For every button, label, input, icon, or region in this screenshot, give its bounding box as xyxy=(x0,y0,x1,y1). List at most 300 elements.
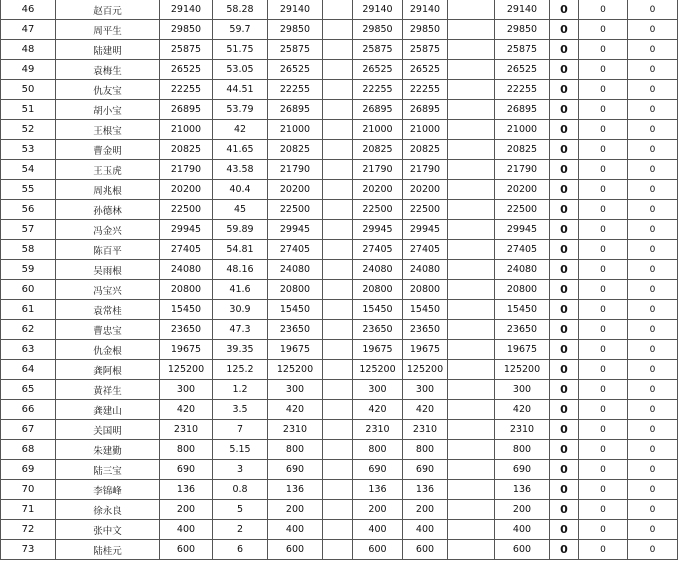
blank-cell xyxy=(448,340,495,360)
amount-copy-cell: 20800 xyxy=(495,280,550,300)
amount-copy-cell: 22255 xyxy=(353,80,403,100)
amount-copy-cell: 23650 xyxy=(353,320,403,340)
amount-copy-cell: 200 xyxy=(353,500,403,520)
amount-copy-cell: 21000 xyxy=(353,120,403,140)
zero-cell: 0 xyxy=(628,320,678,340)
zero-cell: 0 xyxy=(579,520,628,540)
name-cell: 赵百元 xyxy=(56,0,160,20)
amount-copy-cell: 21000 xyxy=(268,120,323,140)
row-number-cell: 51 xyxy=(1,100,56,120)
amount-cell: 22500 xyxy=(160,200,213,220)
table-row xyxy=(1,200,678,220)
blank-cell xyxy=(448,160,495,180)
amount-copy-cell: 23650 xyxy=(268,320,323,340)
zero-cell: 0 xyxy=(628,300,678,320)
zero-cell: 0 xyxy=(579,100,628,120)
blank-cell xyxy=(323,440,353,460)
amount-copy-cell: 2310 xyxy=(403,420,448,440)
area-cell: 59.7 xyxy=(213,20,268,40)
row-number-cell: 70 xyxy=(1,480,56,500)
blank-cell xyxy=(448,40,495,60)
area-cell: 42 xyxy=(213,120,268,140)
row-number-cell: 48 xyxy=(1,40,56,60)
row-number-cell: 46 xyxy=(1,0,56,20)
amount-copy-cell: 21790 xyxy=(353,160,403,180)
amount-copy-cell: 800 xyxy=(353,440,403,460)
zero-cell: 0 xyxy=(579,40,628,60)
zero-cell: 0 xyxy=(579,300,628,320)
zero-cell: 0 xyxy=(628,0,678,20)
amount-copy-cell: 20825 xyxy=(268,140,323,160)
amount-copy-cell: 26525 xyxy=(268,60,323,80)
area-cell: 44.51 xyxy=(213,80,268,100)
zero-cell: 0 xyxy=(550,20,579,40)
zero-cell: 0 xyxy=(550,140,579,160)
amount-copy-cell: 22255 xyxy=(403,80,448,100)
blank-cell xyxy=(448,500,495,520)
blank-cell xyxy=(323,0,353,20)
area-cell: 51.75 xyxy=(213,40,268,60)
row-number-cell: 54 xyxy=(1,160,56,180)
name-cell: 曹忠宝 xyxy=(56,320,160,340)
name-cell: 王根宝 xyxy=(56,120,160,140)
zero-cell: 0 xyxy=(628,500,678,520)
amount-copy-cell: 300 xyxy=(353,380,403,400)
amount-copy-cell: 23650 xyxy=(495,320,550,340)
amount-copy-cell: 27405 xyxy=(403,240,448,260)
table-row xyxy=(1,400,678,420)
blank-cell xyxy=(448,360,495,380)
blank-cell xyxy=(323,80,353,100)
blank-cell xyxy=(323,280,353,300)
amount-copy-cell: 27405 xyxy=(495,240,550,260)
name-cell: 仇友宝 xyxy=(56,80,160,100)
amount-copy-cell: 20800 xyxy=(268,280,323,300)
name-cell: 吴雨根 xyxy=(56,260,160,280)
amount-copy-cell: 26895 xyxy=(268,100,323,120)
row-number-cell: 63 xyxy=(1,340,56,360)
zero-cell: 0 xyxy=(579,200,628,220)
amount-copy-cell: 125200 xyxy=(353,360,403,380)
amount-copy-cell: 29850 xyxy=(495,20,550,40)
amount-cell: 2310 xyxy=(160,420,213,440)
zero-cell: 0 xyxy=(579,20,628,40)
blank-cell xyxy=(323,460,353,480)
row-number-cell: 56 xyxy=(1,200,56,220)
blank-cell xyxy=(448,100,495,120)
blank-cell xyxy=(323,500,353,520)
table-row xyxy=(1,520,678,540)
amount-copy-cell: 29140 xyxy=(268,0,323,20)
blank-cell xyxy=(448,260,495,280)
table-row xyxy=(1,60,678,80)
amount-copy-cell: 136 xyxy=(268,480,323,500)
zero-cell: 0 xyxy=(579,360,628,380)
row-number-cell: 65 xyxy=(1,380,56,400)
blank-cell xyxy=(448,200,495,220)
zero-cell: 0 xyxy=(628,260,678,280)
amount-copy-cell: 136 xyxy=(403,480,448,500)
table-row xyxy=(1,360,678,380)
blank-cell xyxy=(323,520,353,540)
row-number-cell: 64 xyxy=(1,360,56,380)
zero-cell: 0 xyxy=(628,480,678,500)
amount-copy-cell: 27405 xyxy=(353,240,403,260)
amount-copy-cell: 420 xyxy=(353,400,403,420)
zero-cell: 0 xyxy=(628,540,678,560)
zero-cell: 0 xyxy=(550,540,579,560)
amount-cell: 27405 xyxy=(160,240,213,260)
zero-cell: 0 xyxy=(628,200,678,220)
row-number-cell: 73 xyxy=(1,540,56,560)
amount-cell: 136 xyxy=(160,480,213,500)
amount-copy-cell: 300 xyxy=(403,380,448,400)
table-row xyxy=(1,280,678,300)
amount-copy-cell: 2310 xyxy=(353,420,403,440)
zero-cell: 0 xyxy=(550,420,579,440)
amount-copy-cell: 20200 xyxy=(268,180,323,200)
blank-cell xyxy=(323,60,353,80)
amount-copy-cell: 19675 xyxy=(495,340,550,360)
area-cell: 47.3 xyxy=(213,320,268,340)
amount-copy-cell: 22255 xyxy=(268,80,323,100)
name-cell: 孙德林 xyxy=(56,200,160,220)
amount-copy-cell: 21000 xyxy=(495,120,550,140)
row-number-cell: 71 xyxy=(1,500,56,520)
zero-cell: 0 xyxy=(628,460,678,480)
amount-copy-cell: 26525 xyxy=(495,60,550,80)
amount-cell: 300 xyxy=(160,380,213,400)
table-row xyxy=(1,500,678,520)
blank-cell xyxy=(323,540,353,560)
row-number-cell: 55 xyxy=(1,180,56,200)
amount-cell: 800 xyxy=(160,440,213,460)
zero-cell: 0 xyxy=(550,100,579,120)
amount-cell: 21000 xyxy=(160,120,213,140)
name-cell: 冯金兴 xyxy=(56,220,160,240)
table-body xyxy=(1,0,678,560)
zero-cell: 0 xyxy=(579,420,628,440)
amount-copy-cell: 690 xyxy=(268,460,323,480)
zero-cell: 0 xyxy=(628,60,678,80)
amount-copy-cell: 2310 xyxy=(495,420,550,440)
amount-copy-cell: 136 xyxy=(353,480,403,500)
amount-cell: 200 xyxy=(160,500,213,520)
table-row xyxy=(1,260,678,280)
table-row xyxy=(1,340,678,360)
zero-cell: 0 xyxy=(550,340,579,360)
amount-copy-cell: 19675 xyxy=(353,340,403,360)
amount-copy-cell: 200 xyxy=(495,500,550,520)
zero-cell: 0 xyxy=(550,240,579,260)
amount-cell: 600 xyxy=(160,540,213,560)
row-number-cell: 61 xyxy=(1,300,56,320)
amount-cell: 20825 xyxy=(160,140,213,160)
amount-cell: 420 xyxy=(160,400,213,420)
amount-copy-cell: 420 xyxy=(495,400,550,420)
blank-cell xyxy=(448,60,495,80)
amount-copy-cell: 690 xyxy=(495,460,550,480)
name-cell: 袁梅生 xyxy=(56,60,160,80)
blank-cell xyxy=(323,160,353,180)
zero-cell: 0 xyxy=(550,380,579,400)
table-row xyxy=(1,100,678,120)
zero-cell: 0 xyxy=(579,340,628,360)
area-cell: 45 xyxy=(213,200,268,220)
amount-copy-cell: 125200 xyxy=(495,360,550,380)
amount-copy-cell: 21790 xyxy=(268,160,323,180)
zero-cell: 0 xyxy=(579,480,628,500)
amount-copy-cell: 21000 xyxy=(403,120,448,140)
table-row xyxy=(1,460,678,480)
zero-cell: 0 xyxy=(579,280,628,300)
blank-cell xyxy=(448,380,495,400)
amount-copy-cell: 600 xyxy=(495,540,550,560)
table-row xyxy=(1,80,678,100)
zero-cell: 0 xyxy=(628,280,678,300)
table-row xyxy=(1,40,678,60)
amount-copy-cell: 26895 xyxy=(353,100,403,120)
zero-cell: 0 xyxy=(628,180,678,200)
table-row xyxy=(1,0,678,20)
area-cell: 41.65 xyxy=(213,140,268,160)
amount-copy-cell: 24080 xyxy=(353,260,403,280)
amount-copy-cell: 800 xyxy=(403,440,448,460)
row-number-cell: 60 xyxy=(1,280,56,300)
name-cell: 王玉虎 xyxy=(56,160,160,180)
zero-cell: 0 xyxy=(628,140,678,160)
blank-cell xyxy=(323,480,353,500)
name-cell: 冯宝兴 xyxy=(56,280,160,300)
amount-copy-cell: 22500 xyxy=(268,200,323,220)
amount-copy-cell: 600 xyxy=(403,540,448,560)
name-cell: 仇金根 xyxy=(56,340,160,360)
name-cell: 曹金明 xyxy=(56,140,160,160)
blank-cell xyxy=(323,320,353,340)
amount-copy-cell: 26895 xyxy=(495,100,550,120)
zero-cell: 0 xyxy=(550,260,579,280)
zero-cell: 0 xyxy=(550,220,579,240)
zero-cell: 0 xyxy=(550,200,579,220)
zero-cell: 0 xyxy=(579,500,628,520)
row-number-cell: 67 xyxy=(1,420,56,440)
area-cell: 5.15 xyxy=(213,440,268,460)
blank-cell xyxy=(448,400,495,420)
amount-cell: 23650 xyxy=(160,320,213,340)
amount-copy-cell: 20825 xyxy=(495,140,550,160)
blank-cell xyxy=(448,440,495,460)
amount-copy-cell: 2310 xyxy=(268,420,323,440)
amount-cell: 29850 xyxy=(160,20,213,40)
zero-cell: 0 xyxy=(550,280,579,300)
zero-cell: 0 xyxy=(550,440,579,460)
amount-copy-cell: 29140 xyxy=(353,0,403,20)
amount-copy-cell: 19675 xyxy=(268,340,323,360)
zero-cell: 0 xyxy=(579,0,628,20)
blank-cell xyxy=(323,200,353,220)
zero-cell: 0 xyxy=(579,180,628,200)
zero-cell: 0 xyxy=(628,160,678,180)
amount-copy-cell: 300 xyxy=(495,380,550,400)
zero-cell: 0 xyxy=(550,80,579,100)
zero-cell: 0 xyxy=(579,60,628,80)
zero-cell: 0 xyxy=(628,440,678,460)
area-cell: 6 xyxy=(213,540,268,560)
blank-cell xyxy=(448,460,495,480)
amount-copy-cell: 29850 xyxy=(403,20,448,40)
blank-cell xyxy=(448,140,495,160)
amount-copy-cell: 420 xyxy=(403,400,448,420)
amount-cell: 15450 xyxy=(160,300,213,320)
amount-copy-cell: 20800 xyxy=(403,280,448,300)
area-cell: 53.79 xyxy=(213,100,268,120)
amount-copy-cell: 400 xyxy=(268,520,323,540)
name-cell: 龚阿根 xyxy=(56,360,160,380)
zero-cell: 0 xyxy=(550,500,579,520)
amount-cell: 22255 xyxy=(160,80,213,100)
amount-copy-cell: 400 xyxy=(403,520,448,540)
amount-cell: 29945 xyxy=(160,220,213,240)
zero-cell: 0 xyxy=(579,460,628,480)
amount-copy-cell: 15450 xyxy=(268,300,323,320)
blank-cell xyxy=(323,120,353,140)
name-cell: 徐永良 xyxy=(56,500,160,520)
blank-cell xyxy=(323,340,353,360)
amount-copy-cell: 300 xyxy=(268,380,323,400)
table-row xyxy=(1,300,678,320)
row-number-cell: 58 xyxy=(1,240,56,260)
zero-cell: 0 xyxy=(628,400,678,420)
name-cell: 陈百平 xyxy=(56,240,160,260)
amount-cell: 25875 xyxy=(160,40,213,60)
table-row xyxy=(1,120,678,140)
amount-copy-cell: 23650 xyxy=(403,320,448,340)
area-cell: 48.16 xyxy=(213,260,268,280)
row-number-cell: 72 xyxy=(1,520,56,540)
zero-cell: 0 xyxy=(579,240,628,260)
row-number-cell: 66 xyxy=(1,400,56,420)
zero-cell: 0 xyxy=(550,180,579,200)
zero-cell: 0 xyxy=(550,360,579,380)
table-row xyxy=(1,220,678,240)
area-cell: 0.8 xyxy=(213,480,268,500)
blank-cell xyxy=(323,220,353,240)
table-row xyxy=(1,480,678,500)
row-number-cell: 59 xyxy=(1,260,56,280)
zero-cell: 0 xyxy=(628,360,678,380)
zero-cell: 0 xyxy=(628,380,678,400)
name-cell: 张中文 xyxy=(56,520,160,540)
amount-copy-cell: 26895 xyxy=(403,100,448,120)
amount-copy-cell: 27405 xyxy=(268,240,323,260)
blank-cell xyxy=(323,400,353,420)
blank-cell xyxy=(448,220,495,240)
zero-cell: 0 xyxy=(628,100,678,120)
table-row xyxy=(1,20,678,40)
blank-cell xyxy=(323,380,353,400)
blank-cell xyxy=(448,320,495,340)
amount-copy-cell: 15450 xyxy=(495,300,550,320)
table-row xyxy=(1,380,678,400)
blank-cell xyxy=(448,520,495,540)
zero-cell: 0 xyxy=(550,300,579,320)
row-number-cell: 62 xyxy=(1,320,56,340)
blank-cell xyxy=(448,180,495,200)
blank-cell xyxy=(323,100,353,120)
name-cell: 陆三宝 xyxy=(56,460,160,480)
table-row xyxy=(1,320,678,340)
area-cell: 3 xyxy=(213,460,268,480)
blank-cell xyxy=(448,0,495,20)
area-cell: 40.4 xyxy=(213,180,268,200)
row-number-cell: 57 xyxy=(1,220,56,240)
row-number-cell: 69 xyxy=(1,460,56,480)
amount-copy-cell: 22500 xyxy=(495,200,550,220)
name-cell: 黄祥生 xyxy=(56,380,160,400)
amount-copy-cell: 26525 xyxy=(353,60,403,80)
area-cell: 125.2 xyxy=(213,360,268,380)
zero-cell: 0 xyxy=(550,60,579,80)
area-cell: 58.28 xyxy=(213,0,268,20)
amount-copy-cell: 20200 xyxy=(403,180,448,200)
blank-cell xyxy=(448,420,495,440)
name-cell: 关国明 xyxy=(56,420,160,440)
blank-cell xyxy=(323,180,353,200)
amount-copy-cell: 20800 xyxy=(353,280,403,300)
zero-cell: 0 xyxy=(550,320,579,340)
amount-copy-cell: 25875 xyxy=(403,40,448,60)
table-row xyxy=(1,180,678,200)
amount-cell: 400 xyxy=(160,520,213,540)
amount-copy-cell: 600 xyxy=(353,540,403,560)
zero-cell: 0 xyxy=(550,480,579,500)
zero-cell: 0 xyxy=(579,320,628,340)
amount-copy-cell: 15450 xyxy=(403,300,448,320)
blank-cell xyxy=(448,480,495,500)
zero-cell: 0 xyxy=(579,400,628,420)
amount-copy-cell: 29945 xyxy=(353,220,403,240)
zero-cell: 0 xyxy=(628,40,678,60)
amount-copy-cell: 125200 xyxy=(268,360,323,380)
amount-cell: 20800 xyxy=(160,280,213,300)
blank-cell xyxy=(323,420,353,440)
table-row xyxy=(1,240,678,260)
amount-cell: 24080 xyxy=(160,260,213,280)
name-cell: 李锦峰 xyxy=(56,480,160,500)
area-cell: 41.6 xyxy=(213,280,268,300)
amount-copy-cell: 800 xyxy=(268,440,323,460)
amount-copy-cell: 25875 xyxy=(495,40,550,60)
zero-cell: 0 xyxy=(579,160,628,180)
blank-cell xyxy=(448,280,495,300)
amount-copy-cell: 21790 xyxy=(495,160,550,180)
blank-cell xyxy=(323,300,353,320)
area-cell: 39.35 xyxy=(213,340,268,360)
amount-copy-cell: 29140 xyxy=(495,0,550,20)
amount-copy-cell: 24080 xyxy=(403,260,448,280)
area-cell: 54.81 xyxy=(213,240,268,260)
zero-cell: 0 xyxy=(579,220,628,240)
zero-cell: 0 xyxy=(550,400,579,420)
amount-copy-cell: 19675 xyxy=(403,340,448,360)
name-cell: 袁常桂 xyxy=(56,300,160,320)
amount-cell: 690 xyxy=(160,460,213,480)
name-cell: 陆桂元 xyxy=(56,540,160,560)
table-row xyxy=(1,160,678,180)
amount-copy-cell: 29850 xyxy=(353,20,403,40)
area-cell: 5 xyxy=(213,500,268,520)
amount-cell: 26895 xyxy=(160,100,213,120)
